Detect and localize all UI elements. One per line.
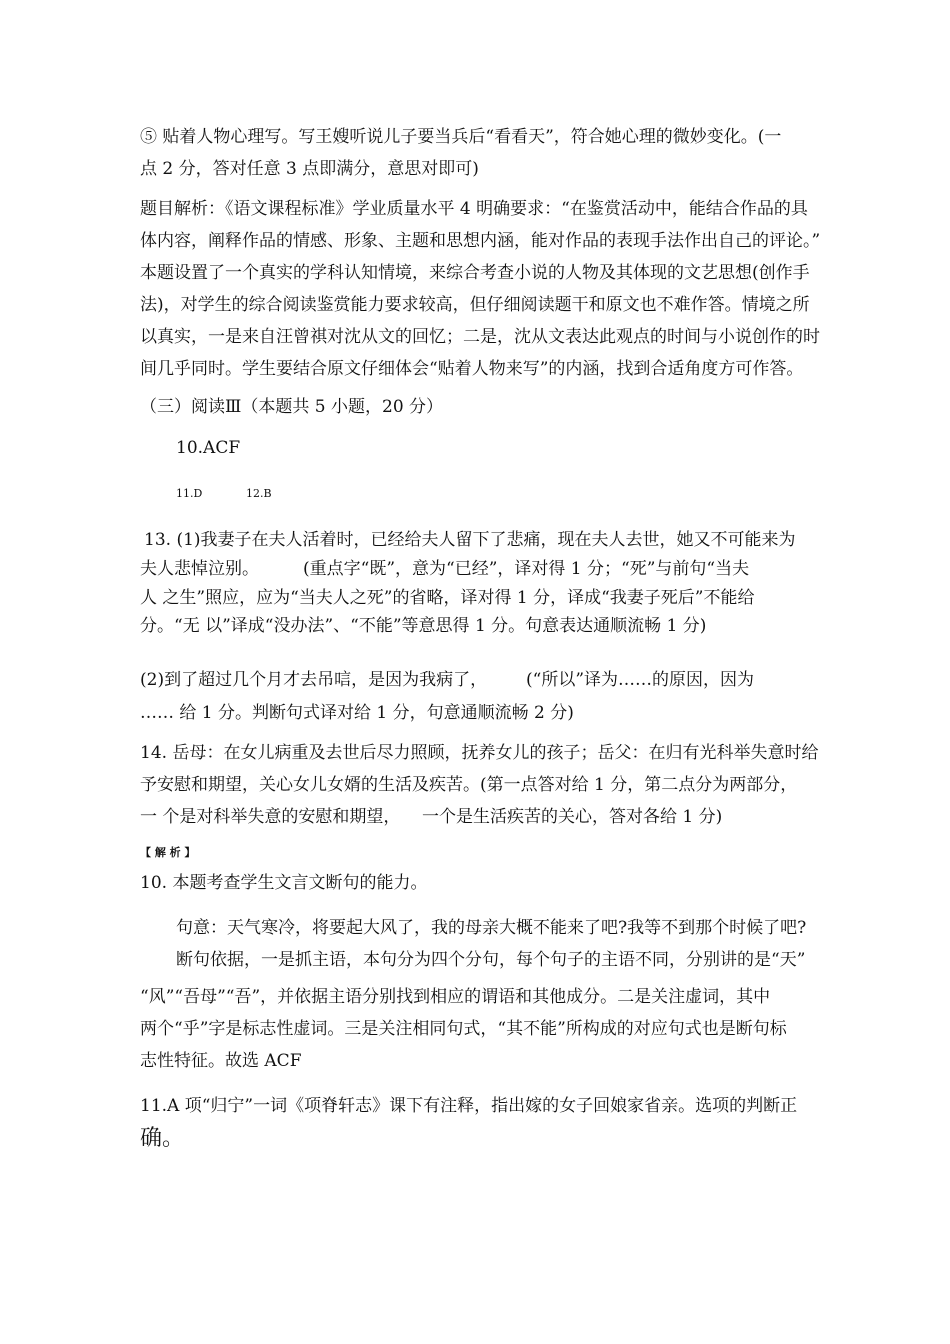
text-line: 人 之生”照应，应为“当夫人之死”的省略，译对得 1 分，译成“我妻子死后”不能给 — [140, 588, 755, 608]
text-line: 断句依据，一是抓主语，本句分为四个分句，每个句子的主语不同，分别讲的是“天” — [176, 950, 806, 970]
text-line: (“所以”译为……的原因，因为 — [526, 670, 755, 690]
text-line: 句意：天气寒冷，将要起大风了，我的母亲大概不能来了吧?我等不到那个时候了吧? — [176, 918, 807, 938]
text-line: 志性特征。故选 ACF — [140, 1051, 302, 1071]
text-line: 点 2 分，答对任意 3 点即满分，意思对即可) — [140, 159, 479, 179]
text-line: 法)，对学生的综合阅读鉴赏能力要求较高，但仔细阅读题干和原文也不难作答。情境之所 — [140, 295, 810, 315]
text-line: 14. 岳母：在女儿病重及去世后尽力照顾，抚养女儿的孩子；岳父：在归有光科举失意时给 — [140, 743, 819, 763]
answer-line: 11.D — [176, 487, 203, 500]
text-line: 题目解析：《语文课程标准》学业质量水平 4 明确要求：“在鉴赏活动中，能结合作品的具 — [140, 199, 808, 219]
analysis-heading: 【 解 析 】 — [140, 846, 196, 859]
text-line: ⑤ 贴着人物心理写。写王嫂听说儿子要当兵后“看看天”，符合她心理的微妙变化。(一 — [140, 127, 782, 147]
section-heading: （三）阅读Ⅲ（本题共 5 小题，20 分） — [140, 397, 444, 417]
text-line: 确。 — [140, 1126, 185, 1151]
text-line: (2)到了超过几个月才去吊唁，是因为我病了， — [140, 670, 488, 690]
text-line: 分。“无 以”译成“没办法”、“不能”等意思得 1 分。句意表达通顺流畅 1 分) — [140, 616, 707, 636]
text-line: 以真实，一是来自汪曾祺对沈从文的回忆；二是，沈从文表达此观点的时间与小说创作的时 — [140, 327, 820, 347]
answer-line: 10.ACF — [176, 438, 241, 458]
text-line: “风”“吾母”“吾”，并依据主语分别找到相应的谓语和其他成分。二是关注虚词，其中 — [140, 987, 771, 1007]
text-line: 10. 本题考查学生文言文断句的能力。 — [140, 873, 428, 893]
text-line: 予安慰和期望，关心女儿女婿的生活及疾苦。(第一点答对给 1 分，第二点分为两部分， — [140, 775, 798, 795]
text-line: 一个是生活疾苦的关心，答对各给 1 分) — [422, 807, 723, 827]
text-line: 体内容，阐释作品的情感、形象、主题和思想内涵，能对作品的表现手法作出自己的评论。” — [140, 231, 821, 251]
text-line: 本题设置了一个真实的学科认知情境，来综合考查小说的人物及其体现的文艺思想(创作手 — [140, 263, 810, 283]
answer-line: 12.B — [246, 487, 272, 500]
text-line: 13. (1)我妻子在夫人活着时，已经给夫人留下了悲痛，现在夫人去世，她又不可能来为 — [144, 530, 796, 550]
text-line: 间几乎同时。学生要结合原文仔细体会“贴着人物来写”的内涵，找到合适角度方可作答。 — [140, 359, 804, 379]
text-line: 一 个是对科举失意的安慰和期望， — [140, 807, 401, 827]
text-line: 夫人悲悼泣别。 — [140, 559, 259, 579]
text-line: 11.A 项“归宁”一词《项脊轩志》课下有注释，指出嫁的女子回娘家省亲。选项的判断正 — [140, 1096, 798, 1116]
text-line: …… 给 1 分。判断句式译对给 1 分，句意通顺流畅 2 分) — [140, 703, 574, 723]
text-line: (重点字“既”，意为“已经”，译对得 1 分；“死”与前句“当夫 — [303, 559, 750, 579]
text-line: 两个“乎”字是标志性虚词。三是关注相同句式，“其不能”所构成的对应句式也是断句标 — [140, 1019, 787, 1039]
